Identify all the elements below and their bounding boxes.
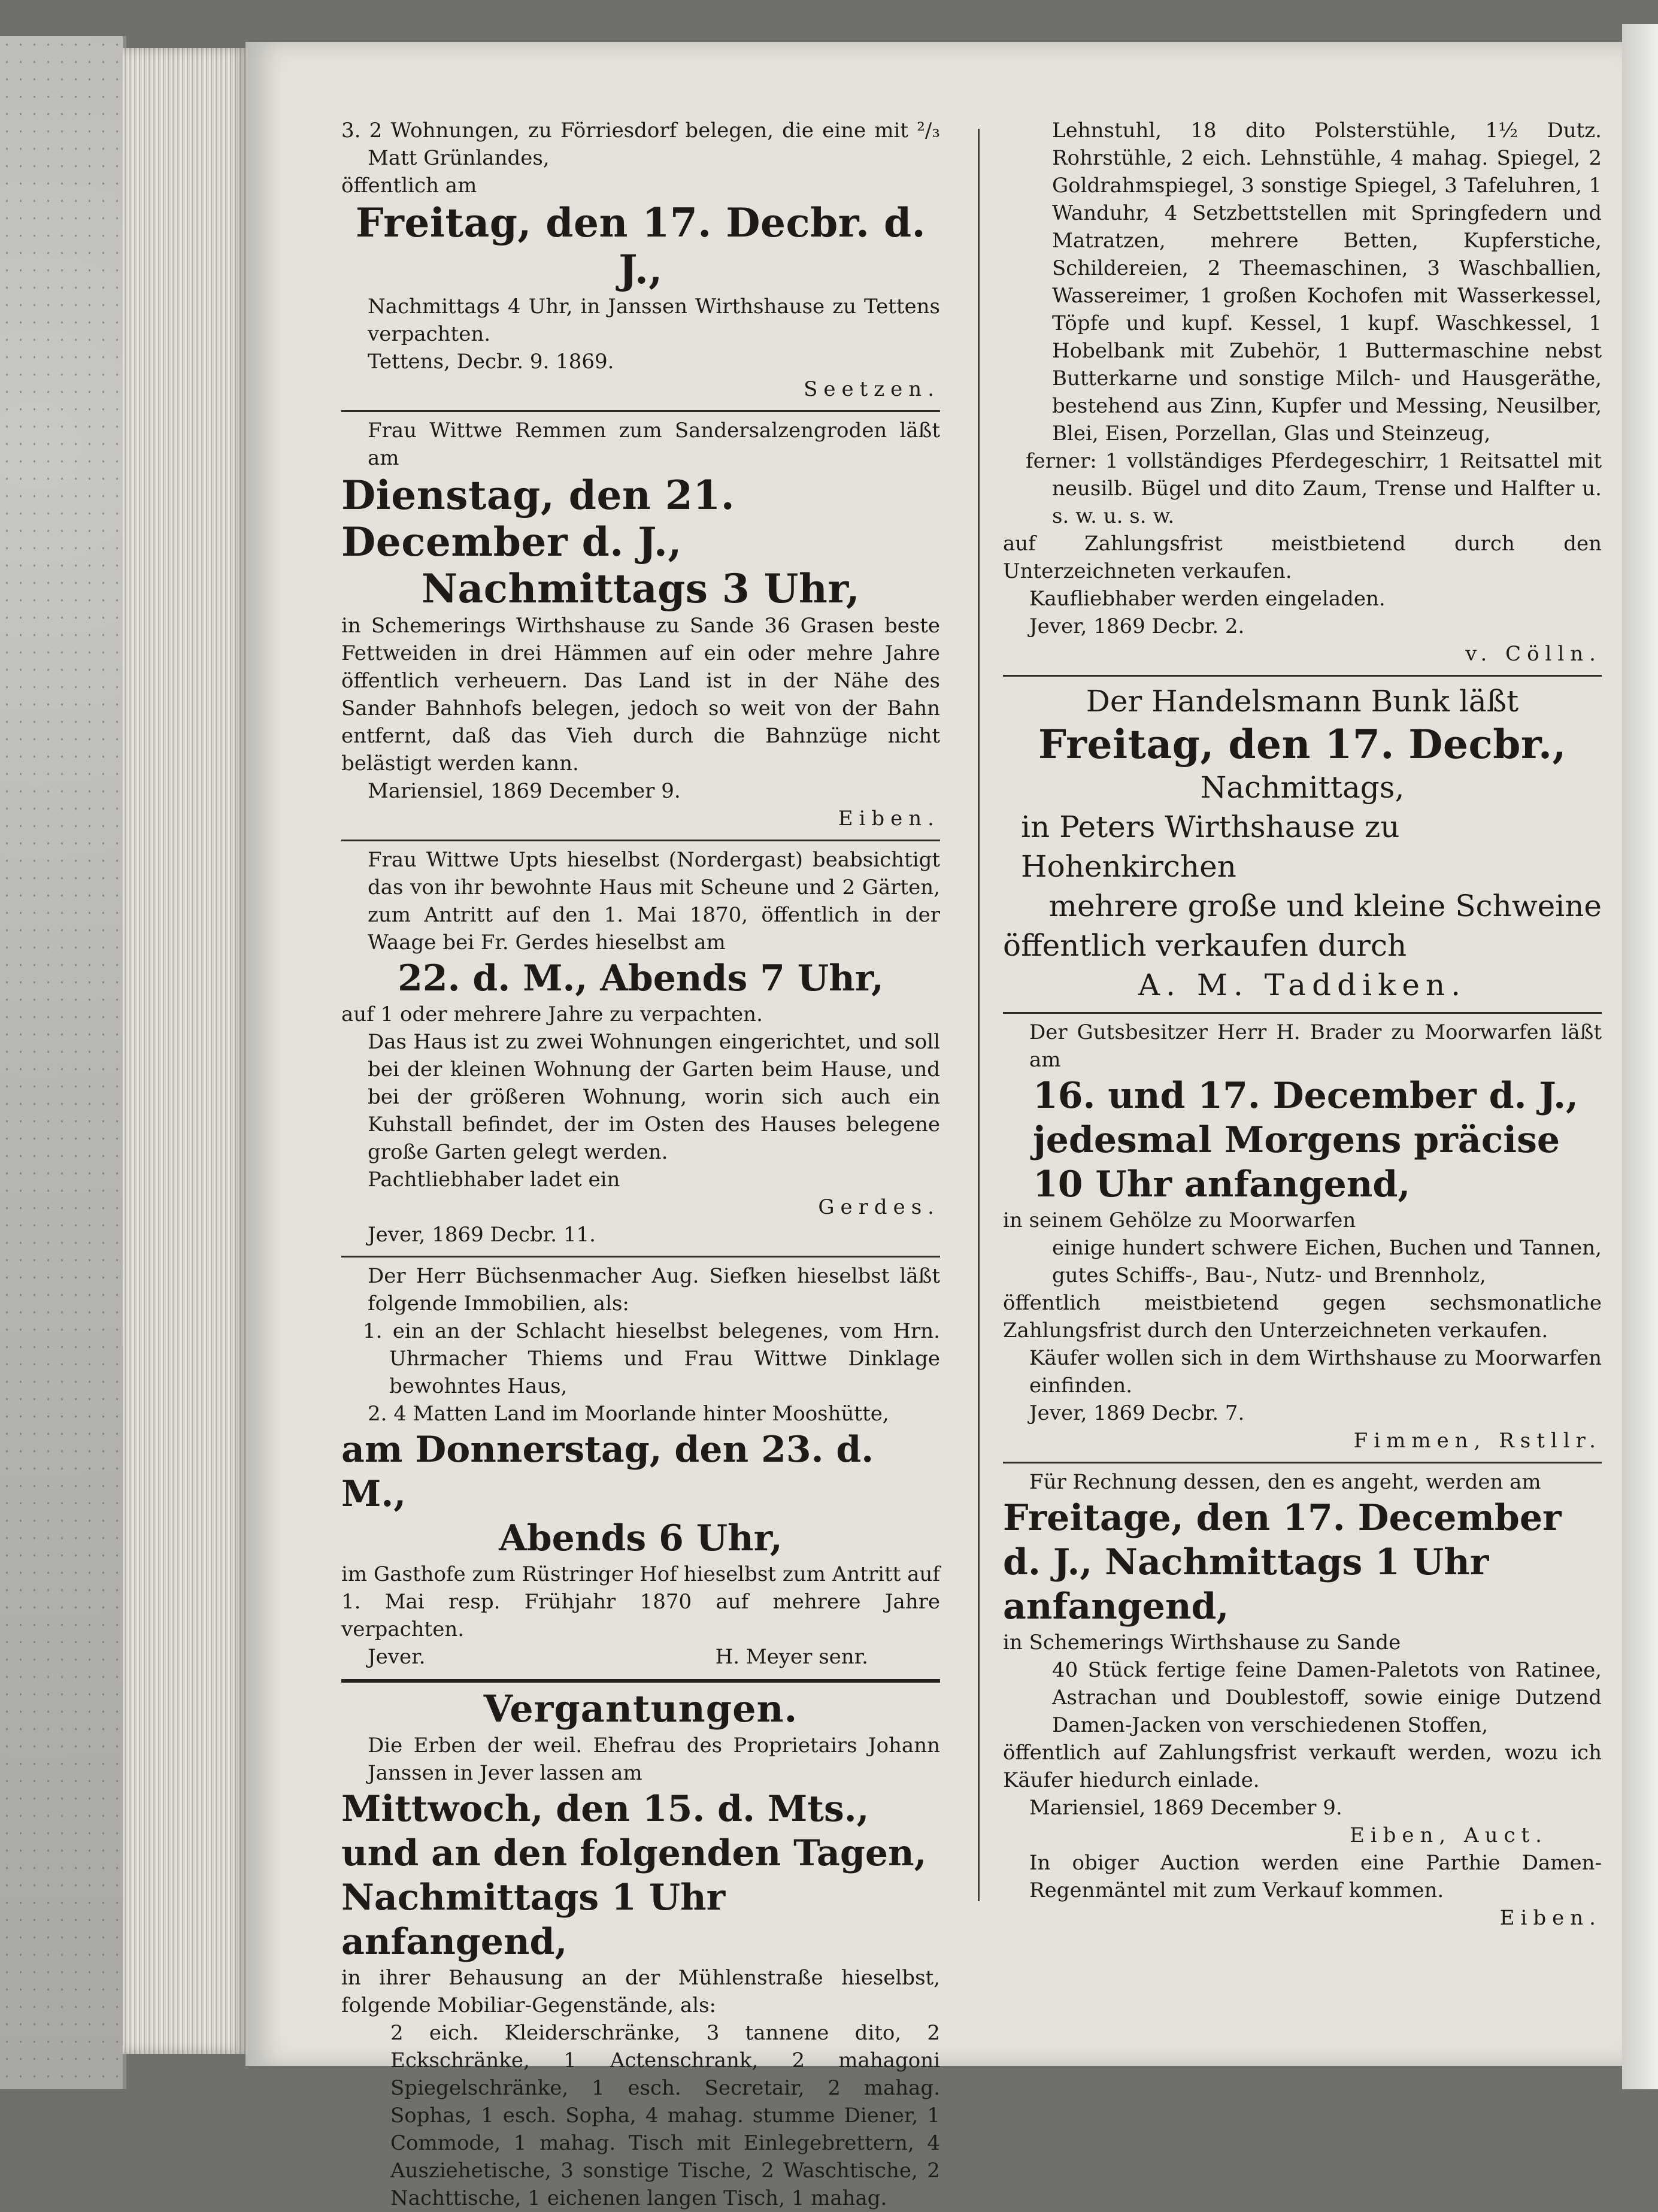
ad-note: In obiger Auction werden eine Parthie Damen-Regenmäntel mit zum Verkauf kommen. xyxy=(1029,1851,1602,1902)
ad-text: auf Zahlungsfrist meistbietend durch den Unterzeichneten verkaufen. xyxy=(1003,532,1602,583)
ad-janssen-continued xyxy=(1003,117,1602,668)
ad-body: öffentlich meistbietend gegen sechsmonatliche Zahlungsfrist durch den Unterzeichneten verkaufen. xyxy=(1003,1291,1602,1343)
left-column xyxy=(341,117,940,2212)
ad-item: 3. 2 Wohnungen, zu Förriesdorf belegen, die eine mit ²/₃ Matt Grünlandes, xyxy=(341,119,940,170)
ad-intro: Der Handelsmann Bunk läßt xyxy=(1086,684,1519,719)
ad-signature: Gerdes. xyxy=(818,1195,940,1219)
ad-intro: Der Gutsbesitzer Herr H. Brader zu Moorwarfen läßt am xyxy=(1029,1020,1602,1072)
ad-signature: v. Cölln. xyxy=(1465,642,1602,666)
ad-what: einige hundert schwere Eichen, Buchen und Tannen, gutes Schiffs-, Bau-, Nutz- und Brennholz, xyxy=(1052,1236,1602,1287)
ad-what: 40 Stück fertige feine Damen-Paletots von Ratinee, Astrachan und Doublestoff, sowie einige Dutzend Damen-Jacken von verschiedenen Stoffen, xyxy=(1052,1658,1602,1737)
ad-place: Mariensiel, 1869 December 9. xyxy=(1029,1796,1342,1820)
ad-signature: Eiben. xyxy=(838,807,940,831)
ad-date: 22. d. M., Abends 7 Uhr, xyxy=(398,957,884,999)
ad-invite: Pachtliebhaber ladet ein xyxy=(368,1168,620,1192)
ad-intro: Die Erben der weil. Ehefrau des Proprietairs Johann Janssen in Jever lassen am xyxy=(368,1734,940,1785)
ad-place: Mariensiel, 1869 December 9. xyxy=(368,779,681,803)
ad-intro: Der Herr Büchsenmacher Aug. Siefken hieselbst läßt folgende Immobilien, als: xyxy=(368,1264,940,1316)
ad-place: Jever. xyxy=(368,1645,426,1669)
divider xyxy=(1003,1012,1602,1014)
right-column xyxy=(1003,117,1602,1932)
ad-body: Das Haus ist zu zwei Wohnungen eingerichtet, und soll bei der kleinen Wohnung der Garten beim Hause, und bei der größeren Wohnung, worin sich auch ein Kuhstall befindet, der im Osten des Hauses belegene große Garten gelegt werden. xyxy=(368,1030,940,1164)
ad-items: Lehnstuhl, 18 dito Polsterstühle, 1½ Dutz. Rohrstühle, 2 eich. Lehnstühle, 4 mahag. Spiegel, 2 Goldrahmspiegel, 3 sonstige Spiegel, 3 Tafeluhren, 1 Wanduhr, 4 Setzbettstellen mit Springfedern und Matratzen, mehrere Betten, Kupferstiche, Schildereien, 2 Theemaschinen, 3 Waschballien, Wassereimer, 1 großen Kochofen mit Wasserkessel, Töpfe und kupf. Kessel, 1 kupf. Waschkessel, 1 Hobelbank mit Zubehör, 1 Buttermaschine nebst Butterkarne und sonstige Milch- und Hausgeräthe, bestehend aus Zinn, Kupfer und Messing, Neusilber, Blei, Eisen, Porzellan, Glas und Steinzeug, xyxy=(1052,119,1602,446)
ad-date: Freitag, den 17. Decbr. d. J., xyxy=(355,199,926,293)
ad-body: im Gasthofe zum Rüstringer Hof hieselbst zum Antritt auf 1. Mai resp. Frühjahr 1870 auf mehrere Jahre verpachten. xyxy=(341,1562,940,1641)
ad-item-1: 1. ein an der Schlacht hieselbst belegenes, vom Hrn. Uhrmacher Thiems und Frau Wittwe Dinklage bewohntes Haus, xyxy=(363,1319,940,1398)
ad-location: in Peters Wirthshause zu Hohenkirchen xyxy=(1021,810,1400,884)
ad-place: Jever, 1869 Decbr. 7. xyxy=(1029,1401,1245,1425)
ad-body: öffentlich auf Zahlungsfrist verkauft werden, wozu ich Käufer hiedurch einlade. xyxy=(1003,1741,1602,1792)
ad-brader xyxy=(1003,1019,1602,1455)
ad-intro: Frau Wittwe Upts hieselbst (Nordergast) beabsichtigt das von ihr bewohnte Haus mit Scheune und 2 Gärten, zum Antritt auf den 1. Mai 1870, öffentlich in der Waage bei Fr. Gerdes hieselbst am xyxy=(368,848,940,955)
ad-text: öffentlich am xyxy=(341,174,477,198)
ad-date: 16. und 17. December d. J., jedesmal Morgens präcise 10 Uhr anfangend, xyxy=(1033,1075,1578,1205)
ad-time: Abends 6 Uhr, xyxy=(499,1517,783,1559)
ad-date: am Donnerstag, den 23. d. M., xyxy=(341,1429,874,1515)
ad-signature: Eiben. xyxy=(1499,1906,1602,1930)
divider xyxy=(1003,1462,1602,1463)
ad-what: mehrere große und kleine Schweine xyxy=(1048,889,1602,923)
ad-ferner: ferner: 1 vollständiges Pferdegeschirr, 1 Reitsattel mit neusilb. Bügel und dito Zaum, Trense und Halfter u. s. w. u. s. w. xyxy=(1026,449,1602,528)
ad-place: Tettens, Decbr. 9. 1869. xyxy=(368,350,614,374)
ad-janssen xyxy=(341,1732,940,2212)
ad-body: in Schemerings Wirthshause zu Sande 36 Grasen beste Fettweiden in drei Hämmen auf ein oder mehre Jahre öffentlich verheuern. Das Land ist in der Nähe des Sander Bahnhofs belegen, jedoch so weit von der Bahn entfernt, daß das Vieh durch die Bahnzüge nicht belästigt werden kann. xyxy=(341,614,940,775)
ad-body: in ihrer Behausung an der Mühlenstraße hieselbst, folgende Mobiliar-Gegenstände, als: xyxy=(341,1966,940,2017)
ad-siefken xyxy=(341,1262,940,1671)
column-rule xyxy=(978,129,980,1901)
ad-item-2: 2. 4 Matten Land im Moorlande hinter Mooshütte, xyxy=(368,1402,889,1426)
ad-action: öffentlich verkaufen durch xyxy=(1003,928,1407,963)
ad-time: Nachmittags 3 Uhr, xyxy=(421,565,860,612)
ad-date: Dienstag, den 21. December d. J., xyxy=(341,472,735,565)
ad-location: in Schemerings Wirthshause zu Sande xyxy=(1003,1631,1401,1655)
ad-body: Nachmittags 4 Uhr, in Janssen Wirthshause zu Tettens verpachten. xyxy=(368,295,940,346)
ad-invite: Kaufliebhaber werden eingeladen. xyxy=(1029,587,1386,611)
page-edges xyxy=(123,48,248,2054)
ad-signature: H. Meyer senr. xyxy=(715,1645,868,1669)
ad-location: in seinem Gehölze zu Moorwarfen xyxy=(1003,1208,1356,1232)
divider xyxy=(1003,675,1602,677)
ad-bunk xyxy=(1003,681,1602,1005)
ad-intro: Frau Wittwe Remmen zum Sandersalzengroden läßt am xyxy=(368,419,940,470)
ad-date: Freitage, den 17. December d. J., Nachmittags 1 Uhr anfangend, xyxy=(1003,1497,1562,1628)
ad-place: Jever, 1869 Decbr. 2. xyxy=(1029,614,1245,638)
ad-tettens xyxy=(341,117,940,403)
ad-remmen xyxy=(341,417,940,832)
ad-signature: Fimmen, Rstllr. xyxy=(1353,1429,1602,1453)
ad-time: Nachmittags, xyxy=(1200,770,1405,805)
ad-place: Jever, 1869 Decbr. 11. xyxy=(368,1223,596,1247)
ad-intro: Für Rechnung dessen, den es angeht, werden am xyxy=(1029,1470,1541,1494)
ad-date: Mittwoch, den 15. d. Mts., und an den folgenden Tagen, Nachmittags 1 Uhr anfangend, xyxy=(341,1788,927,1963)
divider xyxy=(341,840,940,841)
ad-signature: Seetzen. xyxy=(804,377,940,401)
ad-items: 2 eich. Kleiderschränke, 3 tannene dito, 2 Eckschränke, 1 Actenschrank, 2 mahagoni Spiegelschränke, 1 esch. Secretair, 2 mahag. Sophas, 1 esch. Sopha, 4 mahag. stumme Diener, 1 Commode, 1 mahag. Tisch mit Einlegebrettern, 4 Ausziehetische, 3 sonstige Tische, 2 Waschtische, 2 Nachttische, 1 eichenen langen Tisch, 1 mahag. xyxy=(390,2021,940,2210)
divider xyxy=(341,410,940,412)
ad-signature: A. M. Taddiken. xyxy=(1138,968,1467,1002)
divider xyxy=(341,1256,940,1257)
next-page-edge xyxy=(1622,24,1658,2089)
book-cover xyxy=(0,36,126,2089)
ad-footer xyxy=(341,1643,940,1671)
ad-signature: Eiben, Auct. xyxy=(1349,1823,1548,1847)
ad-paletots xyxy=(1003,1468,1602,1932)
ad-date: Freitag, den 17. Decbr., xyxy=(1038,721,1567,768)
section-heading: Vergantungen. xyxy=(483,1687,798,1731)
ad-note: Käufer wollen sich in dem Wirthshause zu Moorwarfen einfinden. xyxy=(1029,1346,1602,1398)
section-divider xyxy=(341,1679,940,1683)
ad-text: auf 1 oder mehrere Jahre zu verpachten. xyxy=(341,1002,763,1026)
ad-upts xyxy=(341,846,940,1249)
